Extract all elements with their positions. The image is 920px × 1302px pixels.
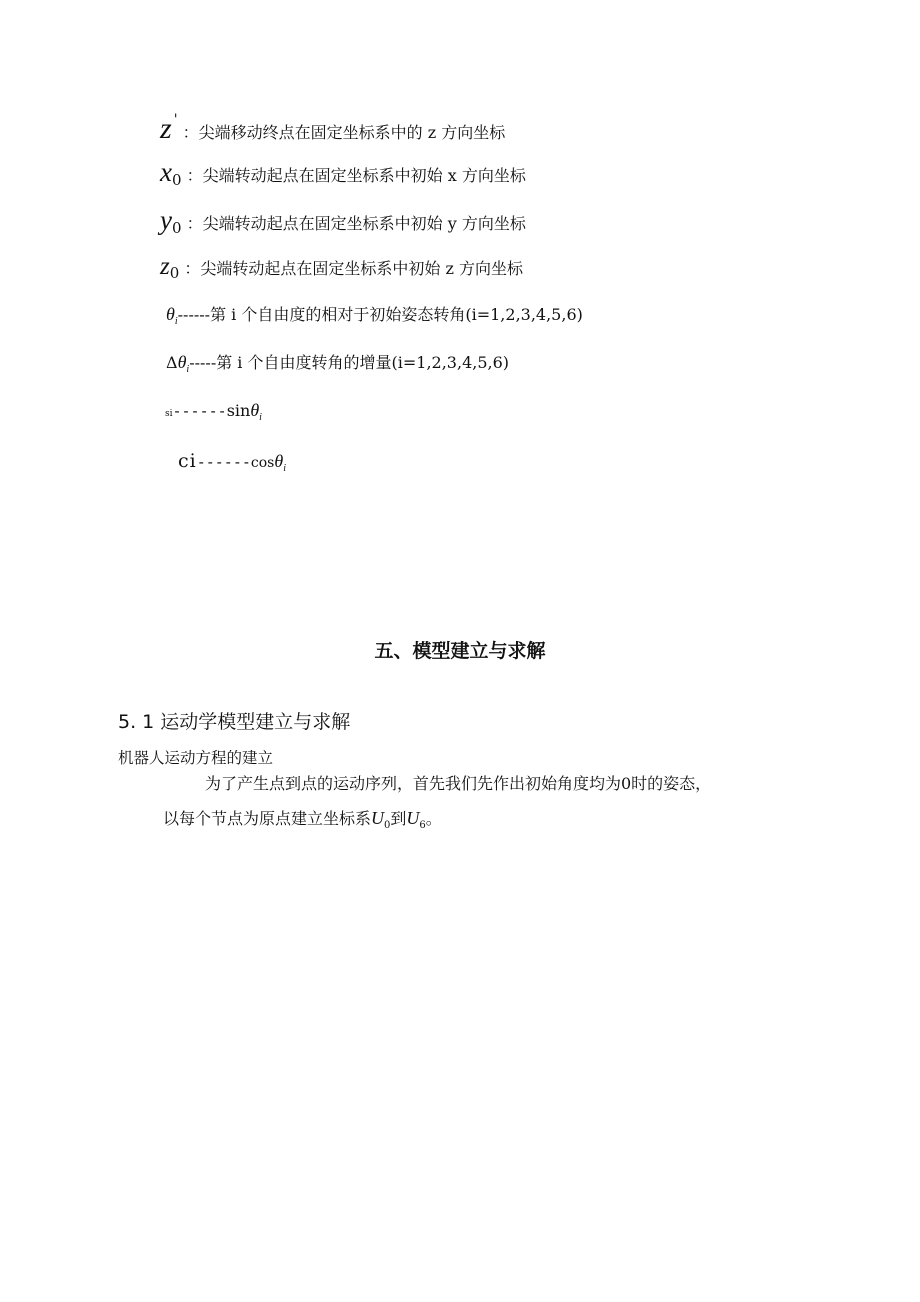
trig-label: si (165, 409, 173, 419)
section-title: 五、模型建立与求解 (374, 640, 546, 662)
theta-symbol: θ (166, 304, 175, 324)
trig-line-sin (165, 400, 262, 423)
symbol-x: x (160, 157, 172, 187)
trig-dashes: ------ (172, 402, 227, 420)
paragraph-text: 。 (425, 809, 442, 828)
theta-line-angle (166, 302, 583, 327)
u0-symbol: U (371, 808, 385, 828)
symbol-sub: 0 (171, 219, 182, 237)
theta-desc: -----第 i 个自由度转角的增量(i=1,2,3,4,5,6) (189, 353, 510, 372)
symbol-sub: 0 (171, 171, 182, 189)
symbol-desc: ：尖端移动终点在固定坐标系中的 z 方向坐标 (182, 123, 506, 142)
trig-line-cos (178, 450, 286, 474)
theta-sub: i (174, 316, 178, 328)
paragraph-text: 以每个节点为原点建立坐标系 (163, 809, 372, 828)
trig-func: sin (226, 401, 251, 420)
symbol-y: y (160, 205, 172, 235)
u0-sub: 0 (384, 820, 391, 832)
symbol-line-z-prime (160, 112, 505, 146)
theta-symbol: θ (250, 400, 260, 420)
theta-sub: i (283, 463, 286, 475)
symbol-desc: ：尖端转动起点在固定坐标系中初始 y 方向坐标 (186, 214, 526, 233)
theta-sub: i (259, 412, 262, 424)
paragraph-text: 到 (390, 809, 407, 828)
paragraph-line-2 (163, 806, 442, 831)
symbol-line-z0 (160, 253, 523, 281)
trig-func: cos (250, 455, 275, 471)
symbol-z: z (160, 253, 170, 280)
theta-line-increment (166, 350, 509, 375)
symbol-desc: ：尖端转动起点在固定坐标系中初始 z 方向坐标 (184, 259, 523, 278)
theta-sub: i (186, 364, 190, 376)
subsection-title: 5. 1 运动学模型建立与求解 (118, 711, 351, 733)
subsubsection-title: 机器人运动方程的建立 (118, 749, 274, 767)
u6-sub: 6 (419, 820, 426, 832)
symbol-line-x0 (160, 157, 526, 188)
symbol-prime: ' (173, 111, 178, 128)
symbol-desc: ：尖端转动起点在固定坐标系中初始 x 方向坐标 (186, 166, 526, 185)
delta-symbol: Δ (166, 353, 178, 372)
trig-label: ci (178, 450, 197, 472)
u6-symbol: U (406, 808, 420, 828)
symbol-z: z (160, 112, 172, 145)
trig-dashes: ------ (196, 453, 251, 471)
theta-symbol: θ (274, 451, 284, 471)
theta-symbol: θ (177, 352, 187, 372)
symbol-line-y0 (160, 205, 526, 236)
symbol-sub: 0 (169, 264, 180, 282)
theta-desc: ------第 i 个自由度的相对于初始姿态转角(i=1,2,3,4,5,6) (177, 305, 583, 324)
paragraph-line-1: 为了产生点到点的运动序列，首先我们先作出初始角度均为0时的姿态， (205, 774, 712, 793)
